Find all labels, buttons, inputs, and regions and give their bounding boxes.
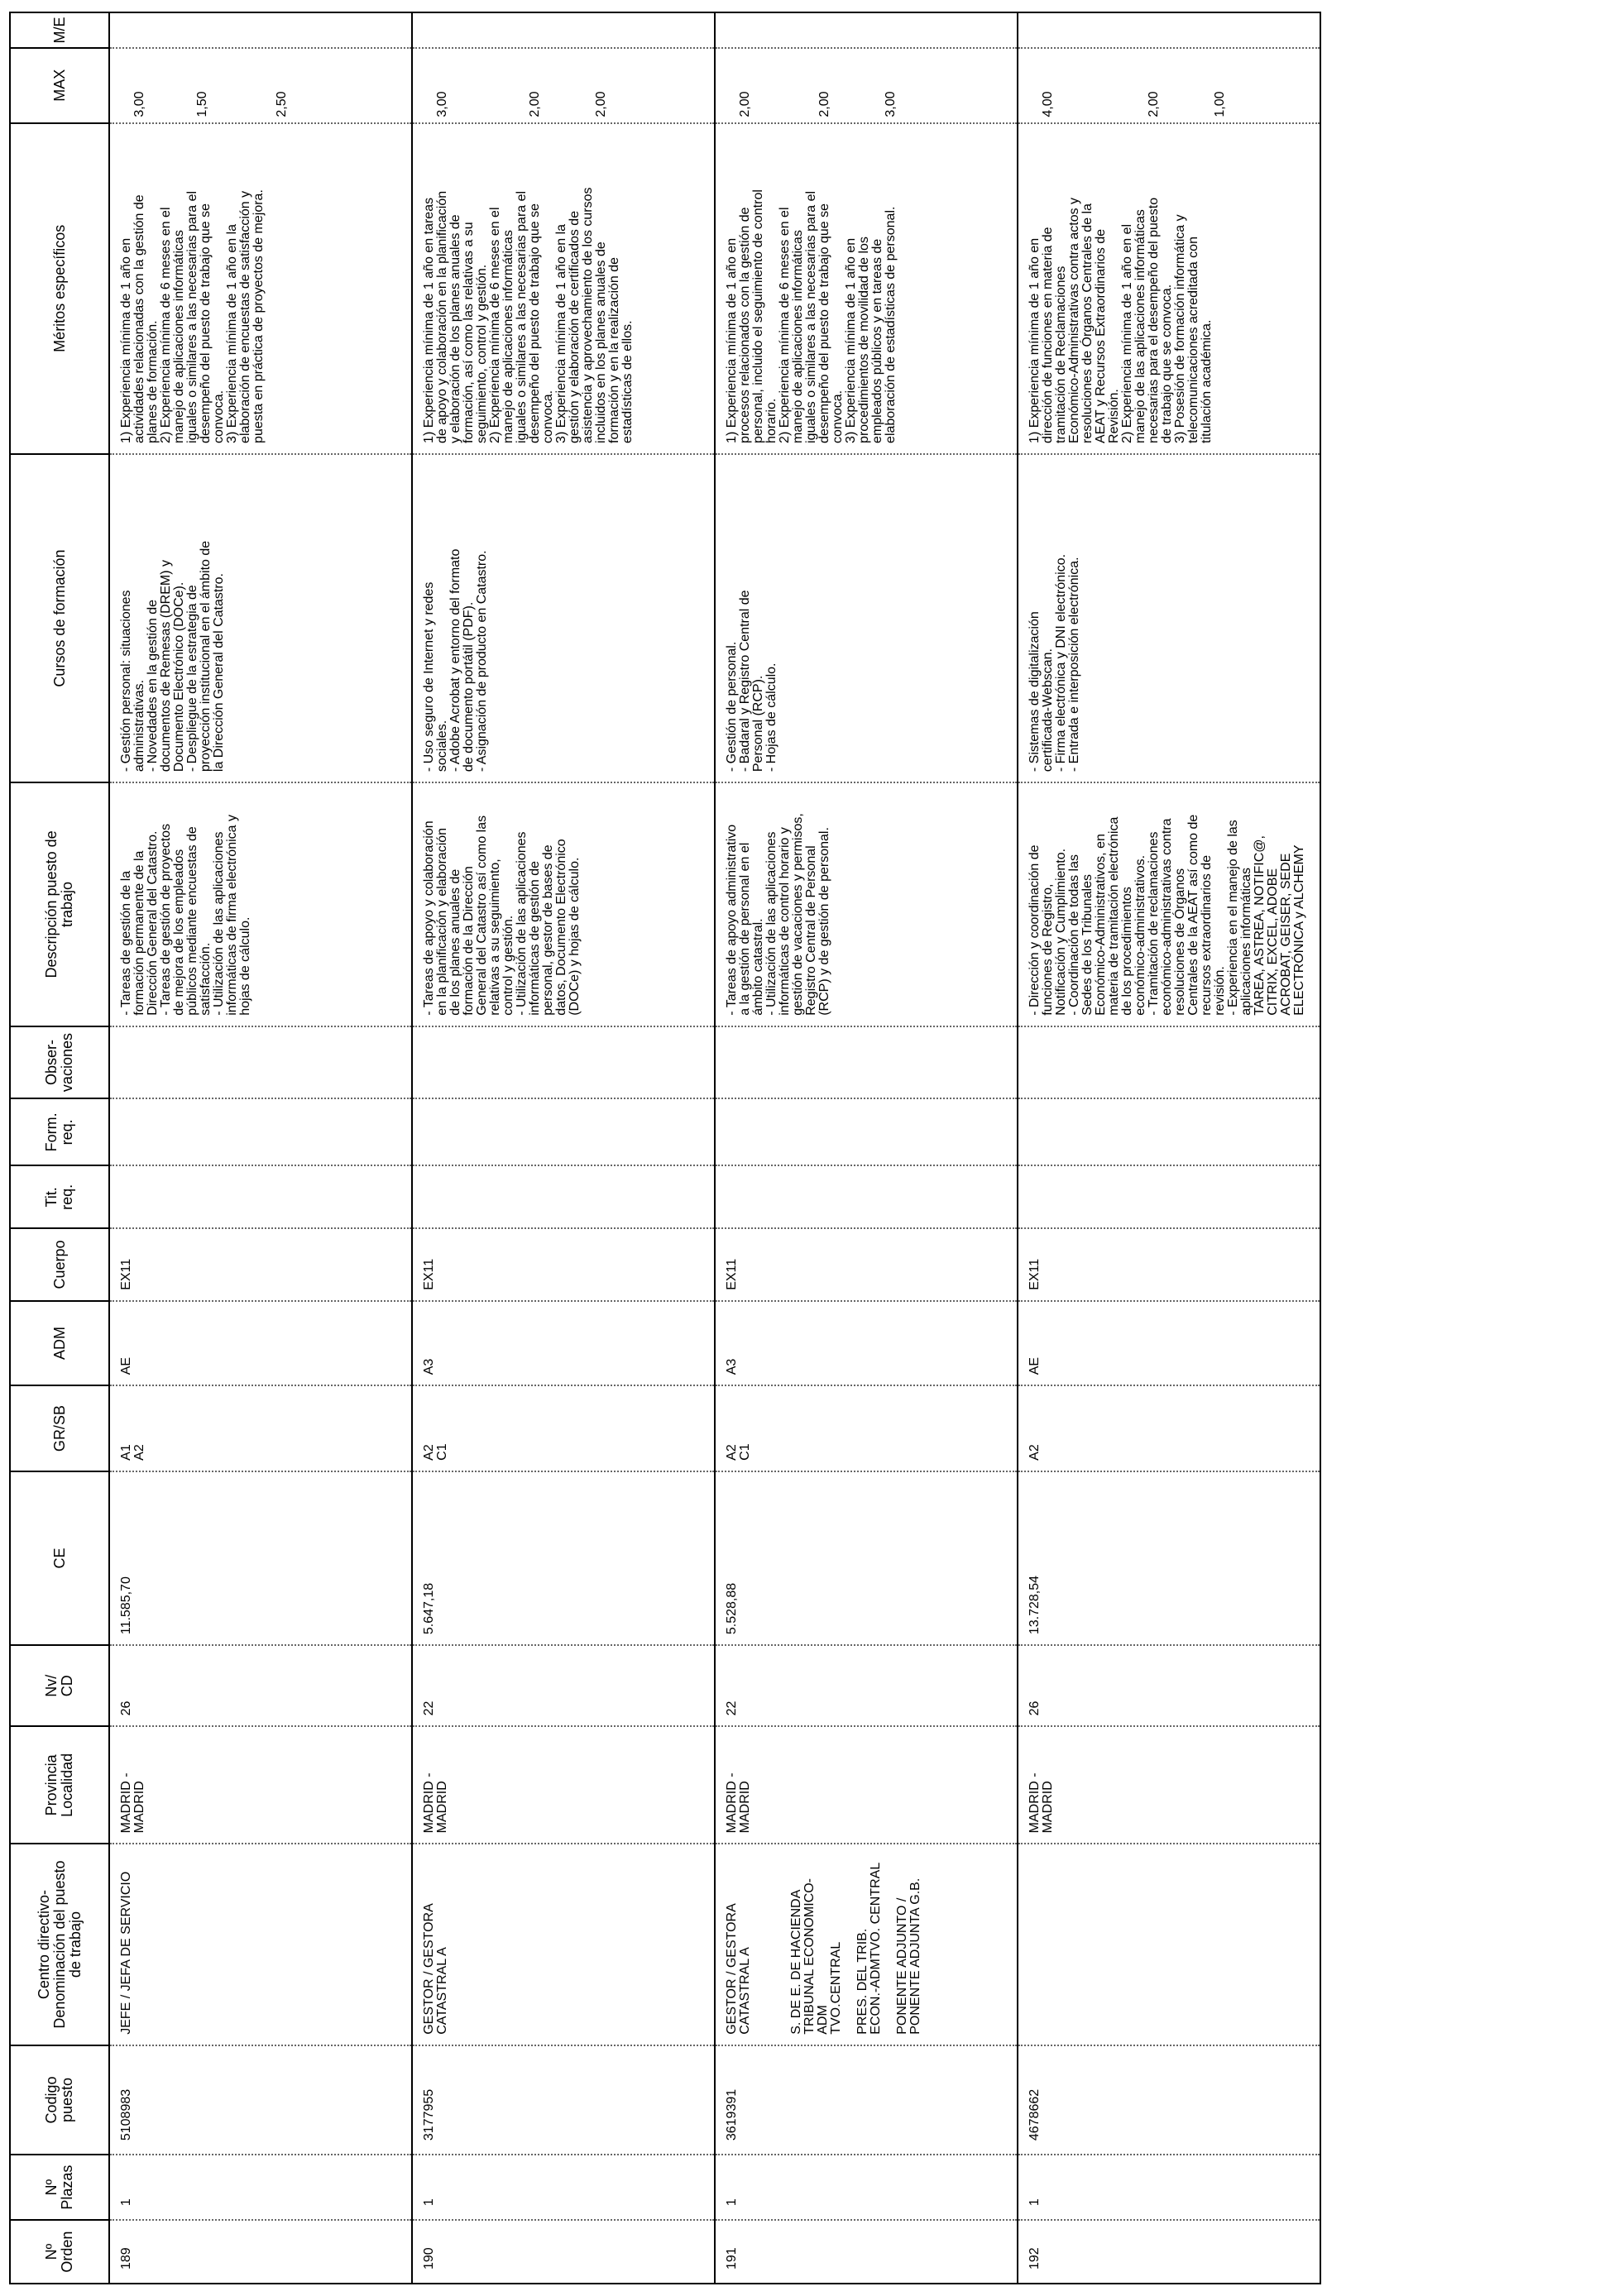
max-value: 2,00 (738, 91, 752, 117)
max-value: 1,50 (195, 91, 209, 117)
header-obs: Obser- vaciones (10, 1026, 109, 1099)
cell-nivel: 26 (109, 1645, 412, 1726)
cell-max (1018, 48, 1320, 123)
table-row (1018, 12, 1320, 2284)
cell-nivel: 22 (715, 1645, 1018, 1726)
cell-max (715, 48, 1018, 123)
cell-tit (715, 1165, 1018, 1228)
centro-directivo: S. DE E. DE HACIENDA TRIBUNAL ECONOMICO-ADM TVO.CENTRAL PRES. DEL TRIB. ECON.-ADMTVO. CENTRAL (789, 1862, 883, 2035)
cell-cuerpo: EX11 (109, 1228, 412, 1301)
cell-form (109, 1098, 412, 1165)
max-value: 3,00 (435, 91, 449, 117)
header-codigo: Codigo puesto (10, 2045, 109, 2155)
header-orden: Nº Orden (10, 2220, 109, 2284)
cell-cuerpo: EX11 (412, 1228, 715, 1301)
cell-descripcion: - Dirección y coordinación de funciones de Registro, Notificación y Cumplimiento. - Coordinación de todas las Sedes de los Tribunales Económico-Administrativos, en materia de tramitación electrónica de los procedimientos económico-administrativos. - Tramitación de reclamaciones económico-administrativas contra resoluciones de Órganos Centrales de la AEAT así como de recursos extraordinarios de revisión. - Experiencia en el manejo de las aplicaciones informáticas TAREA, ASTREA, NOTIFIC@, CITRIX, EXCEL, ADOBE ACROBAT, GEISER, SEDE ELECTRÓNICA y ALCHEMY (1018, 782, 1320, 1026)
max-value: 2,00 (594, 91, 608, 117)
cell-nivel: 26 (1018, 1645, 1320, 1726)
cell-descripcion: - Tareas de apoyo y colaboración en la planificación y elaboración de los planes anuales de formación de la Dirección General del Catastro así como las relativas a su seguimiento, control y gestión. - Utilización de las aplicaciones informáticas de gestión de personal, gestor de bases de datos, Documento Electrónico (DOCe) y hojas de cálculo. (412, 782, 715, 1026)
cell-me (109, 12, 412, 48)
max-value: 2,00 (817, 91, 831, 117)
header-grsb: GR/SB (10, 1385, 109, 1471)
cell-meritos: 1) Experiencia mínima de 1 año en tareas de apoyo y colaboración en la planificación y elaboración de los planes anuales de formación, así como las relativas a su seguimiento, control y gestión. 2) Experiencia mínima de 6 meses en el manejo de aplicaciones informáticas iguales o similares a las necesarias para el desempeño del puesto de trabajo que se convoca. 3) Experiencia mínima de 1 año en la gestión y elaboración de certificados de asistencia y aprovechamiento de los cursos incluidos en los planes anuales de formación y en la realización de estadísticas de ellos. (412, 123, 715, 454)
cell-cuerpo: EX11 (715, 1228, 1018, 1301)
cell-codigo: 4678662 (1018, 2045, 1320, 2155)
cell-plazas: 1 (715, 2155, 1018, 2220)
denominacion: PONENTE ADJUNTO / PONENTE ADJUNTA G.B. (895, 1877, 922, 2035)
cell-max (109, 48, 412, 123)
cell-codigo: 5108983 (109, 2045, 412, 2155)
cell-cursos: - Gestión personal: situaciones administrativas. - Novedades en la gestión de documentos de Remesas (DREM) y Documento Electrónico (DOCe). - Despliegue de la estrategia de proyección institucional en el ámbito de la Dirección General del Catastro. (109, 454, 412, 782)
header-tit: Tit. req. (10, 1165, 109, 1228)
header-ce: CE (10, 1471, 109, 1645)
cell-tit (412, 1165, 715, 1228)
header-form: Form. req. (10, 1098, 109, 1165)
cell-orden: 189 (109, 2220, 412, 2284)
cell-provincia: MADRID - MADRID (715, 1726, 1018, 1844)
cell-tit (109, 1165, 412, 1228)
header-adm: ADM (10, 1301, 109, 1385)
cell-grsb: A2 (1018, 1385, 1320, 1471)
cell-orden: 191 (715, 2220, 1018, 2284)
cell-codigo: 3619391 (715, 2045, 1018, 2155)
header-me: M/E (10, 12, 109, 48)
cell-descripcion: - Tareas de apoyo administrativo a la gestión de personal en el ámbito catastral. - Utilización de las aplicaciones informáticas de control horario y gestión de vacaciones y permisos, Registro Central de Personal (RCP) y de gestión de personal. (715, 782, 1018, 1026)
cell-provincia: MADRID - MADRID (412, 1726, 715, 1844)
cell-form (1018, 1098, 1320, 1165)
max-value: 1,00 (1213, 91, 1227, 117)
cell-centro (109, 1844, 412, 2045)
cell-cursos: - Sistemas de digitalización certificada-Webscan. - Firma electrónica y DNI electrónico. - Entrada e interposición electrónica. (1018, 454, 1320, 782)
header-row (10, 12, 109, 2284)
cell-nivel: 22 (412, 1645, 715, 1726)
header-descripcion: Descripción puesto de trabajo (10, 782, 109, 1026)
header-cuerpo: Cuerpo (10, 1228, 109, 1301)
max-value: 2,00 (528, 91, 542, 117)
cell-centro (789, 1844, 1320, 2045)
cell-centro (412, 1844, 715, 2045)
cell-codigo: 3177955 (412, 2045, 715, 2155)
cell-provincia: MADRID - MADRID (109, 1726, 412, 1844)
cell-me (1018, 12, 1320, 48)
denominacion: JEFE / JEFA DE SERVICIO (119, 1871, 133, 2035)
cell-meritos: 1) Experiencia mínima de 1 año en procesos relacionados con la gestión de personal, incluido el seguimiento de control horario. 2) Experiencia mínima de 6 meses en el manejo de aplicaciones informáticas iguales o similares a las necesarias para el desempeño del puesto de trabajo que se convoca. 3) Experiencia mínima de 1 año en procedimientos de movilidad de los empleados públicos y en tareas de elaboración de estadísticas de personal. (715, 123, 1018, 454)
cell-plazas: 1 (109, 2155, 412, 2220)
cell-form (412, 1098, 715, 1165)
cell-grsb: A1 A2 (109, 1385, 412, 1471)
cell-max (412, 48, 715, 123)
cell-ce: 5.528,88 (715, 1471, 1018, 1645)
header-plazas: Nº Plazas (10, 2155, 109, 2220)
cell-adm: AE (1018, 1301, 1320, 1385)
header-nivel: Nv/ CD (10, 1645, 109, 1726)
cell-obs (715, 1026, 1018, 1099)
cell-orden: 190 (412, 2220, 715, 2284)
cell-ce: 13.728,54 (1018, 1471, 1320, 1645)
max-value: 2,50 (275, 91, 289, 117)
cell-meritos: 1) Experiencia mínima de 1 año en actividades relacionadas con la gestión de planes de formación. 2) Experiencia mínima de 6 meses en el manejo de aplicaciones informáticas iguales o similares a las necesarias para el desempeño del puesto de trabajo que se convoca. 3) Experiencia mínima de 1 año en la elaboración de encuestas de satisfacción y puesta en práctica de proyectos de mejora. (109, 123, 412, 454)
cell-adm: AE (109, 1301, 412, 1385)
cell-plazas: 1 (412, 2155, 715, 2220)
cell-ce: 5.647,18 (412, 1471, 715, 1645)
cell-obs (1018, 1026, 1320, 1099)
header-provincia: Provincia Localidad (10, 1726, 109, 1844)
cell-obs (412, 1026, 715, 1099)
header-meritos: Méritos específicos (10, 123, 109, 454)
header-cursos: Cursos de formación (10, 454, 109, 782)
cell-descripcion: - Tareas de gestión de la formación permanente de la Dirección General del Catastro. - Tareas de gestión de proyectos de mejora de los empleados públicos mediante encuestas de satisfacción. - Utilización de las aplicaciones informáticas de firma electrónica y hojas de cálculo. (109, 782, 412, 1026)
job-positions-table (9, 12, 1321, 2284)
max-value: 2,00 (1147, 91, 1161, 117)
denominacion: GESTOR / GESTORA CATASTRAL A (422, 1903, 449, 2035)
cell-adm: A3 (412, 1301, 715, 1385)
cell-me (715, 12, 1018, 48)
cell-me (412, 12, 715, 48)
cell-obs (109, 1026, 412, 1099)
cell-adm: A3 (715, 1301, 1018, 1385)
cell-tit (1018, 1165, 1320, 1228)
denominacion: GESTOR / GESTORA CATASTRAL A (725, 1903, 752, 2035)
cell-cursos: - Gestión de personal. - Badaral y Registro Central de Personal (RCP). - Hojas de cálculo. (715, 454, 1018, 782)
cell-provincia: MADRID - MADRID (1018, 1726, 1320, 1844)
cell-meritos: 1) Experiencia mínima de 1 año en dirección de funciones en materia de tramitación de Reclamaciones Económico-Administrativas contra actos y resoluciones de Órganos Centrales de la AEAT y Recursos Extraordinarios de Revisión. 2) Experiencia mínima de 1 año en el manejo de las aplicaciones informáticas necesarias para el desempeño del puesto de trabajo que se convoca. 3) Posesión de formación informática y telecomunicaciones acreditada con titulación académica. (1018, 123, 1320, 454)
max-value: 3,00 (884, 91, 898, 117)
header-centro: Centro directivo- Denominación del puesto de trabajo (10, 1844, 109, 2045)
cell-form (715, 1098, 1018, 1165)
cell-cursos: - Uso seguro de Internet y redes sociales. - Adobe Acrobat y entorno del formato de documento portátil (PDF). - Asignación de producto en Catastro. (412, 454, 715, 782)
cell-plazas: 1 (1018, 2155, 1320, 2220)
cell-grsb: A2 C1 (715, 1385, 1018, 1471)
cell-cuerpo: EX11 (1018, 1228, 1320, 1301)
header-max: MAX (10, 48, 109, 123)
table-row (109, 12, 412, 2284)
max-value: 3,00 (132, 91, 146, 117)
max-value: 4,00 (1041, 91, 1055, 117)
cell-ce: 11.585,70 (109, 1471, 412, 1645)
table-row (412, 12, 715, 2284)
cell-orden: 192 (1018, 2220, 1320, 2284)
cell-grsb: A2 C1 (412, 1385, 715, 1471)
